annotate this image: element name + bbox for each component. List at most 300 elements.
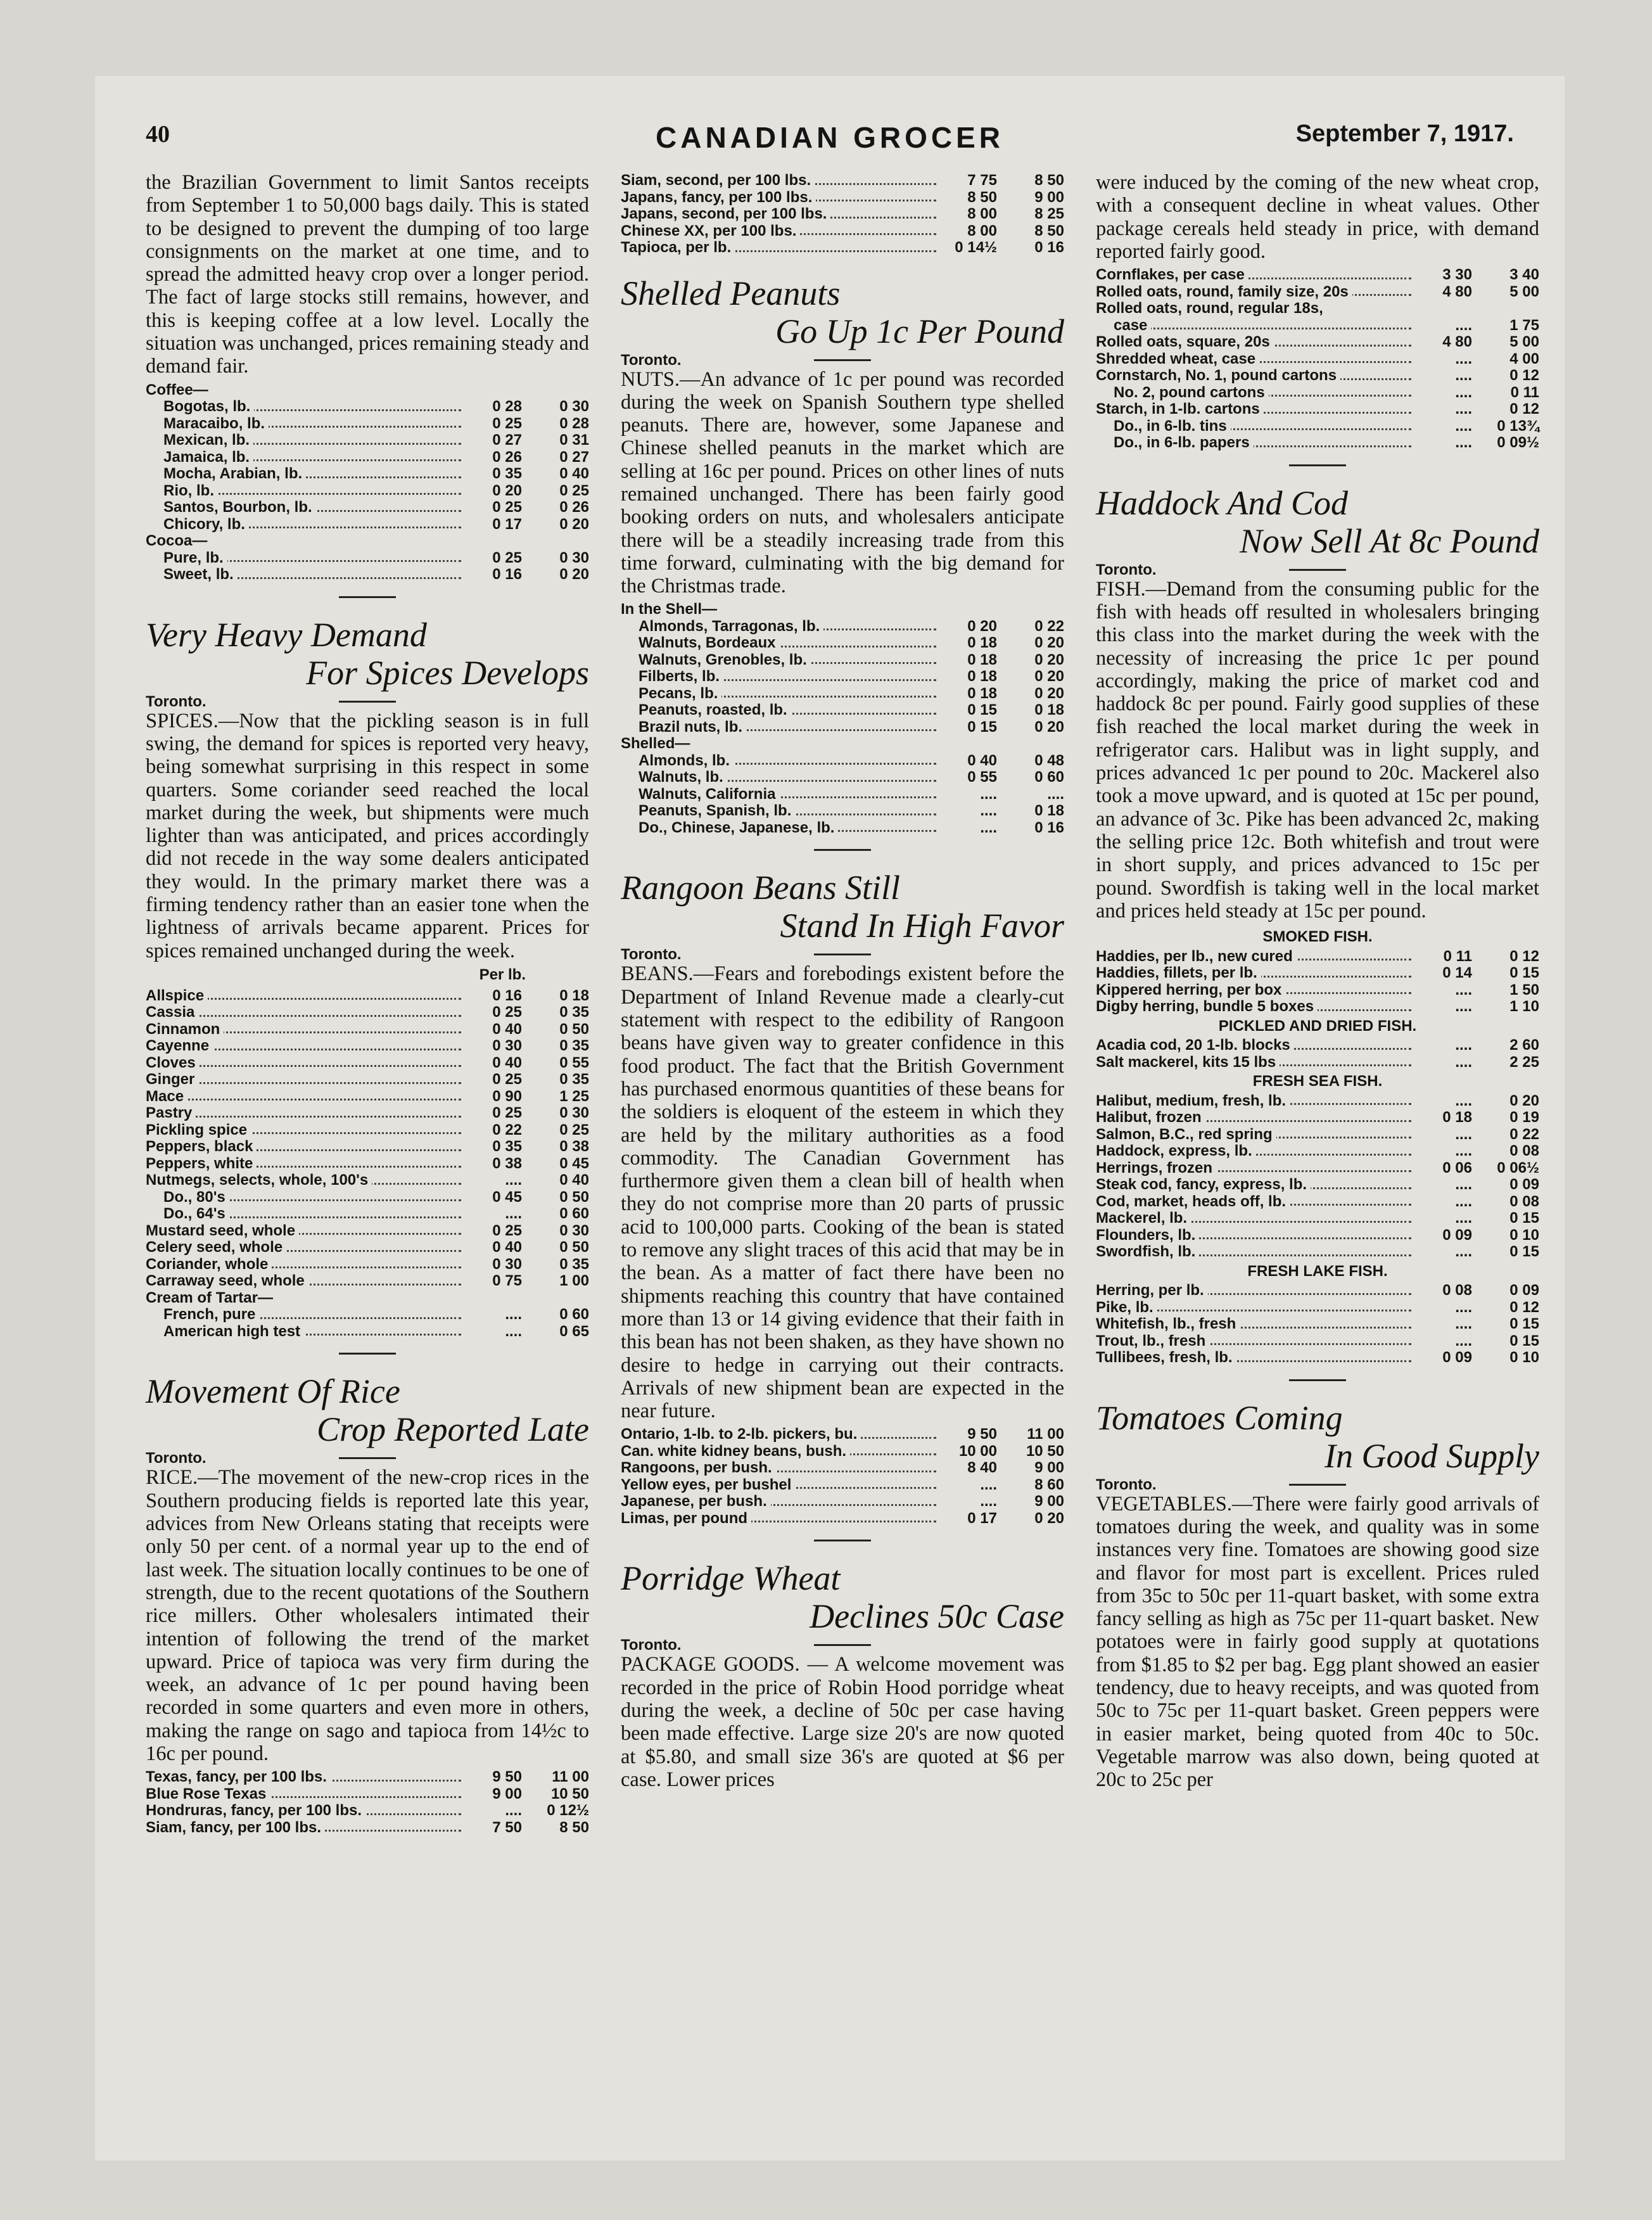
fish-article-body: FISH.—Demand from the consuming public for the fish with heads off resulted in wholesalers bringing this class into the market during the week with the necessity of increasing the price 1c per pound accordingly, making the price of market cod and haddock 8c per pound. Fairly good supplies of these fish reached the local market during the week in refrigerator cars. Halibut was in light supply, and prices advanced 1c per pound to 20c. Mackerel also took a move upward, and is quoted at 15c per pound, an advance of 3c. Pike has been advanced 2c, making the selling price 12c. Both whitefish and trout were in short supply, and prices advanced to 15c per pound. Swordfish is taking well in the local market and prices held steady at 15c per pound. [1096,577,1539,922]
price-row [621,1426,1064,1443]
price-high: 2 25 [1509,1053,1539,1071]
dateline-text: Toronto. [621,1636,682,1654]
price-row [146,1239,589,1256]
price-row [146,566,589,584]
item-name: Almonds, lb. [621,753,734,769]
price-row [146,1820,589,1837]
price-high: 10 50 [550,1785,589,1802]
price-row [146,382,589,399]
item-name: Limas, per pound [621,1510,751,1527]
price-low: .... [1455,1192,1472,1210]
item-name: Peanuts, roasted, lb. [621,702,791,718]
price-high: 0 20 [1034,634,1064,652]
publication-title: CANADIAN GROCER [656,121,1004,154]
price-high [1476,300,1539,317]
price-row [146,1786,589,1803]
item-name: Starch, in 1-lb. cartons [1096,401,1264,418]
price-row [146,483,589,500]
price-high [526,382,589,399]
price-high: 0 20 [1034,718,1064,736]
item-name: Peppers, black [146,1139,257,1155]
item-name: Mackerel, lb. [1096,1210,1191,1227]
price-low: .... [505,1802,522,1820]
headline-line-1: Haddock And Cod [1096,483,1348,522]
price-high: 0 50 [559,1239,589,1256]
price-high: 0 16 [1034,239,1064,256]
price-row [146,1055,589,1072]
per-lb-heading: Per lb. [479,966,526,983]
item-name: Whitefish, lb., fresh [1096,1316,1240,1332]
item-name: Steak cod, fancy, express, lb. [1096,1177,1311,1193]
price-low: 0 18 [1442,1109,1472,1126]
price-row [146,416,589,433]
price-low: 0 90 [492,1087,522,1105]
price-low: .... [1455,400,1472,418]
price-low: 0 18 [967,668,997,686]
price-row [146,550,589,567]
price-low: .... [1455,1092,1472,1109]
price-low: .... [1455,383,1472,401]
headline-line-1: Rangoon Beans Still [621,869,900,907]
price-high: 0 35 [559,1255,589,1273]
price-row [1096,1349,1539,1367]
item-name: Do., in 6-lb. tins [1096,418,1231,435]
rice-price-table-continued [621,172,1064,257]
price-row [621,206,1064,223]
price-high: 0 40 [559,1171,589,1189]
item-name: Cream of Tartar— [146,1290,277,1306]
price-high: 11 00 [1027,1426,1064,1443]
price-low: 0 09 [1442,1226,1472,1244]
pickled-fish-caption-row [1096,1016,1539,1038]
item-name: Siam, second, per 100 lbs. [621,172,815,189]
headline-line-2: Now Sell At 8c Pound [1240,521,1539,560]
price-row [1096,948,1539,966]
price-row [1096,367,1539,385]
item-name: Cocoa— [146,533,211,549]
item-name: Trout, lb., fresh [1096,1333,1209,1349]
price-low [465,382,526,399]
price-high: 0 40 [559,465,589,483]
price-low: 0 17 [492,515,522,533]
item-name: Yellow eyes, per bushel [621,1477,795,1493]
price-low: 0 25 [492,1004,522,1021]
smoked-fish-caption-row [1096,926,1539,948]
price-high: 0 35 [559,1071,589,1088]
price-low: .... [505,1171,522,1189]
price-row [1096,1316,1539,1333]
price-row [146,1223,589,1240]
price-row [1096,965,1539,982]
price-row [621,223,1064,240]
dateline-rule [1289,1484,1346,1486]
price-row [146,1273,589,1290]
price-high [1001,601,1064,618]
price-high: 0 20 [559,566,589,584]
item-name: Rolled oats, square, 20s [1096,334,1274,350]
price-low: .... [1455,1142,1472,1160]
headline-line-2: In Good Supply [1325,1436,1539,1475]
price-row [1096,998,1539,1016]
price-row [1096,1109,1539,1126]
price-low: 0 25 [492,1222,522,1239]
price-low: .... [1455,367,1472,385]
item-name: Coriander, whole [146,1256,272,1273]
item-name: Herring, per lb. [1096,1282,1208,1299]
price-row [1096,1037,1539,1054]
price-low: 0 40 [967,751,997,769]
dateline-rule [339,1457,396,1459]
price-low: .... [980,819,997,836]
price-row [1096,267,1539,284]
item-name: Celery seed, whole [146,1239,286,1256]
price-low: 0 15 [967,701,997,719]
price-high [1001,736,1064,753]
price-low: 8 50 [967,188,997,206]
item-name: Cayenne [146,1038,213,1054]
price-row [1096,1194,1539,1211]
item-name: French, pure [146,1306,259,1323]
price-row [146,1139,589,1156]
item-name: Cornstarch, No. 1, pound cartons [1096,367,1340,384]
price-row [621,1510,1064,1528]
item-name: Carraway seed, whole [146,1273,308,1289]
item-name: Acadia cod, 20 1-lb. blocks [1096,1037,1294,1054]
price-low: 0 14½ [955,239,997,256]
price-row [621,1477,1064,1494]
price-row [621,1443,1064,1460]
dateline-text: Toronto. [621,946,682,964]
item-name: Bogotas, lb. [146,399,254,415]
beans-price-table [621,1426,1064,1527]
item-name: No. 2, pound cartons [1096,385,1269,401]
price-high: 0 31 [559,431,589,449]
price-low: 9 50 [967,1426,997,1443]
item-name: case [1096,317,1151,334]
price-low [940,736,1001,753]
price-row [146,988,589,1005]
item-name: Pastry [146,1105,196,1121]
dateline-text: Toronto. [1096,561,1157,578]
item-name: Herrings, frozen [1096,1160,1216,1177]
rice-headline [146,1372,589,1448]
price-high: 0 30 [559,1222,589,1239]
price-low: 0 18 [967,634,997,652]
price-high: 0 65 [559,1322,589,1340]
price-low: 0 06 [1442,1159,1472,1177]
price-high: 5 00 [1509,283,1539,300]
price-high: 0 15 [1509,1209,1539,1227]
price-row [1096,1054,1539,1071]
price-row [146,1189,589,1206]
item-name: Pike, lb. [1096,1299,1157,1316]
pickled-fish-caption: PICKLED AND DRIED FISH. [1218,1017,1417,1035]
price-row [146,1071,589,1088]
price-high: 0 20 [1034,1509,1064,1527]
item-name: Mocha, Arabian, lb. [146,466,306,482]
item-name: Japanese, per bush. [621,1493,771,1510]
price-low: 0 11 [1443,947,1472,965]
item-name: Can. white kidney beans, bush. [621,1443,850,1460]
item-name: Ginger [146,1071,198,1088]
item-name: Tapioca, per lb. [621,239,735,256]
fish-headline [1096,484,1539,560]
coffee-price-table [146,382,589,584]
price-row [621,1493,1064,1510]
price-low: 0 30 [492,1255,522,1273]
item-name: Mace [146,1088,187,1105]
price-row [1096,1160,1539,1177]
item-name: Rio, lb. [146,483,218,499]
price-low: 3 30 [1442,266,1472,284]
price-low: 0 45 [492,1188,522,1206]
price-row [1096,401,1539,418]
item-name: Chinese XX, per 100 lbs. [621,223,800,239]
price-low [465,533,526,550]
price-row [146,499,589,516]
item-name: Santos, Bourbon, lb. [146,499,316,516]
price-low: .... [1455,434,1472,452]
item-name: Flounders, lb. [1096,1227,1199,1244]
item-name: Japans, fancy, per 100 lbs. [621,189,816,206]
price-row [1096,982,1539,999]
price-row [1096,1333,1539,1350]
price-high: 0 12 [1509,400,1539,418]
price-high: 0 13¾ [1497,417,1539,435]
section-divider [1289,464,1346,466]
price-low: 0 25 [492,414,522,432]
price-row [146,1172,589,1189]
item-name: Digby herring, bundle 5 boxes [1096,998,1318,1015]
item-name: Allspice [146,988,208,1004]
price-high: 1 75 [1509,316,1539,334]
item-name: Salt mackerel, kits 15 lbs [1096,1054,1280,1071]
item-name: Halibut, medium, fresh, lb. [1096,1093,1290,1109]
spices-headline [146,616,589,692]
price-low: .... [1455,1315,1472,1333]
price-high: 0 25 [559,1121,589,1139]
price-low [940,601,1001,618]
price-row [621,189,1064,207]
price-row [1096,351,1539,368]
price-high: 1 25 [559,1087,589,1105]
issue-date: September 7, 1917. [1295,120,1514,147]
price-high: 0 15 [1509,1332,1539,1349]
sea-fish-caption: FRESH SEA FISH. [1252,1073,1383,1090]
smoked-fish-caption: SMOKED FISH. [1262,928,1373,946]
price-row [621,803,1064,820]
item-name: Chicory, lb. [146,516,249,533]
price-high: 0 50 [559,1020,589,1038]
price-low: .... [1455,1209,1472,1227]
price-low: .... [980,1476,997,1493]
price-low: .... [1455,316,1472,334]
item-name: Tullibees, fresh, lb. [1096,1349,1236,1366]
price-row [621,686,1064,703]
coffee-article-continuation: the Brazilian Government to limit Santos receipts from September 1 to 50,000 bags daily. This is stated to be designed to prevent the dumping of too large consignments on the market at one time, and to spread the admitted heavy crop over a longer period. The fact of large stocks still remains, however, and this is keeping coffee at a low level. Locally the situation was unchanged, prices remaining steady and demand fair. [146,171,589,378]
item-name: American high test [146,1324,304,1340]
price-row [621,601,1064,618]
item-name: Japans, second, per 100 lbs. [621,206,830,222]
price-row [621,736,1064,753]
price-high: 0 22 [1509,1125,1539,1143]
price-high: 8 50 [1034,222,1064,239]
item-name: Halibut, frozen [1096,1109,1205,1126]
headline-line-2: Declines 50c Case [810,1597,1064,1636]
price-high [526,1290,589,1307]
section-divider [814,849,871,851]
headline-line-2: Stand In High Favor [780,907,1064,945]
cereals-price-table [1096,267,1539,452]
lake-fish-caption-row [1096,1261,1539,1283]
price-row [146,1769,589,1786]
headline-line-1: Porridge Wheat [621,1559,841,1598]
item-name: Haddock, express, lb. [1096,1143,1256,1159]
column-2 [621,171,1064,1791]
price-high: 8 50 [559,1818,589,1836]
item-name: In the Shell— [621,601,721,618]
price-high: 1 00 [559,1272,589,1290]
price-low: .... [1455,1298,1472,1316]
price-low: 4 80 [1442,283,1472,300]
column-3 [1096,171,1539,1792]
beans-headline [621,869,1064,945]
price-row [1096,1227,1539,1244]
item-name: Do., Chinese, Japanese, lb. [621,820,838,836]
price-low: 10 00 [958,1442,997,1460]
price-low: 0 08 [1442,1282,1472,1299]
price-low: .... [1455,981,1472,998]
price-high: 0 11 [1510,383,1539,401]
item-name: Walnuts, California [621,786,779,803]
price-row [1096,435,1539,452]
price-row [146,1021,589,1038]
price-high: 8 60 [1034,1476,1064,1493]
smoked-fish-rows [1096,948,1539,1016]
price-high: 0 60 [1034,769,1064,786]
price-high: 0 25 [559,482,589,499]
item-name: Haddies, per lb., new cured [1096,948,1297,965]
price-row [146,1290,589,1307]
price-low: 0 40 [492,1020,522,1038]
item-name: Sweet, lb. [146,566,238,583]
price-low: 8 00 [967,222,997,239]
price-low: 0 09 [1442,1349,1472,1367]
item-name: Shelled— [621,736,694,752]
price-low: .... [1455,1176,1472,1194]
item-name: Jamaica, lb. [146,449,253,466]
price-high: 0 20 [1034,668,1064,686]
vegetables-article-body: VEGETABLES.—There were fairly good arrivals of tomatoes during the week, and quality was in some instances very fine. Tomatoes are showing good size and flavor for most part is excellent. Prices ruled from 35c to 50c per 11-quart basket, with some extra fancy selling as high as 75c per 11-quart basket. New potatoes were in fairly good supply at quotations from $1.85 to $2 per bag. Egg plant showed an easier tendency, due to heavy receipts, and was quoted from 50c to 75c per 11-quart basket. Green peppers were in easier market, being quoted from 40c to 50c. Vegetable marrow was also down, being quoted at 20c to 25c per [1096,1492,1539,1792]
section-divider [814,1540,871,1541]
item-name: Texas, fancy, per 100 lbs. [146,1769,331,1785]
price-row [621,820,1064,837]
price-high: 2 60 [1509,1037,1539,1054]
item-name: Siam, fancy, per 100 lbs. [146,1820,325,1836]
price-high: 0 35 [559,1037,589,1055]
price-high: 0 60 [559,1306,589,1324]
price-high: 0 48 [1034,751,1064,769]
item-name: Nutmegs, selects, whole, 100's [146,1172,372,1189]
price-row [146,1206,589,1223]
price-high: 0 27 [559,448,589,466]
item-name: Walnuts, Grenobles, lb. [621,652,811,668]
price-row [621,172,1064,189]
price-high: 0 12 [1509,367,1539,385]
price-high: 0 08 [1509,1142,1539,1160]
price-row [1096,1093,1539,1110]
item-name: Salmon, B.C., red spring [1096,1126,1276,1143]
price-row [146,1122,589,1139]
price-low: 0 28 [492,398,522,416]
price-high: 0 16 [1034,819,1064,836]
price-high: 0 50 [559,1188,589,1206]
price-high: 5 00 [1509,333,1539,351]
nuts-article-body: NUTS.—An advance of 1c per pound was recorded during the week on Spanish Southern type shelled peanuts. There are, however, some Japanese and Chinese shelled peanuts in the market which are selling at 16c per pound. Prices on other lines of nuts remained unchanged. There has been fairly good booking orders on nuts, and wholesalers anticipate there will be a steadily increasing trade from this time forward, culminating with the big demand for the Christmas trade. [621,367,1064,598]
price-row [621,786,1064,803]
item-name: Haddies, fillets, per lb. [1096,965,1261,981]
price-high: 0 10 [1509,1349,1539,1367]
price-low: .... [1455,417,1472,435]
price-high [526,533,589,550]
price-row [621,618,1064,635]
dateline [1096,1476,1539,1493]
price-low: 0 25 [492,1071,522,1088]
section-divider [339,1353,396,1355]
sea-fish-rows [1096,1093,1539,1261]
item-name: Walnuts, Bordeaux [621,635,779,651]
item-name: Pickling spice [146,1122,251,1139]
price-high: 0 35 [559,1004,589,1021]
price-high: 0 30 [559,1104,589,1122]
price-low: .... [1455,998,1472,1016]
dateline [621,946,1064,962]
price-high: 8 25 [1034,205,1064,222]
price-row [621,239,1064,257]
price-high: 0 20 [1034,651,1064,668]
dateline [146,1450,589,1466]
price-low: 0 25 [492,499,522,516]
package-goods-continuation: were induced by the coming of the new wheat crop, with a consequent decline in wheat values. Other package cereals held steady in price, with demand reported fairly good. [1096,171,1539,263]
item-name: Walnuts, lb. [621,769,727,786]
price-low: 0 18 [967,684,997,702]
price-row [146,449,589,466]
price-high: 0 38 [559,1138,589,1156]
price-low: .... [505,1306,522,1324]
price-low: .... [980,802,997,820]
price-high: 1 10 [1509,998,1539,1016]
price-row [146,1256,589,1273]
beans-article-body: BEANS.—Fears and forebodings existent before the Department of Inland Revenue made a clearly-cut statement with respect to the edibility of Rangoon beans have given way to greater confidence in this food product. The fact that the British Government has purchased enormous quantities of these beans for the soldiers is eloquent of the esteem in which they are held by the military authorities as a food commodity. The Canadian Government has furthermore given them a clean bill of health when they do not comprise more than 20 parts of prussic acid to 100,000 parts. Cooking of the bean is stated to remove any slight traces of this acid that may be in the bean. As a matter of fact there have been no shipments reaching this country that have contained more than 13 or 14 giving evidence that their faith in this bean has not been shaken, as they have shown no desire to hedge in carrying out their contracts. Arrivals of new shipment bean are expected in the near future. [621,962,1064,1423]
item-name: Almonds, Tarragonas, lb. [621,618,823,635]
column-1 [146,171,589,1836]
dateline-text: Toronto. [146,1450,206,1467]
dateline-text: Toronto. [146,692,206,710]
item-name: Ontario, 1-lb. to 2-lb. pickers, bu. [621,1426,861,1443]
price-low: .... [980,785,997,803]
price-high: 8 50 [1034,172,1064,189]
price-high: 0 12 [1509,1298,1539,1316]
pickled-fish-rows [1096,1037,1539,1071]
price-high: 0 20 [1509,1092,1539,1109]
price-row [146,432,589,449]
price-low: 8 40 [967,1459,997,1477]
price-row [146,466,589,483]
price-row [1096,334,1539,351]
price-row [146,533,589,550]
price-row [146,1088,589,1106]
newspaper-page [95,76,1565,2160]
